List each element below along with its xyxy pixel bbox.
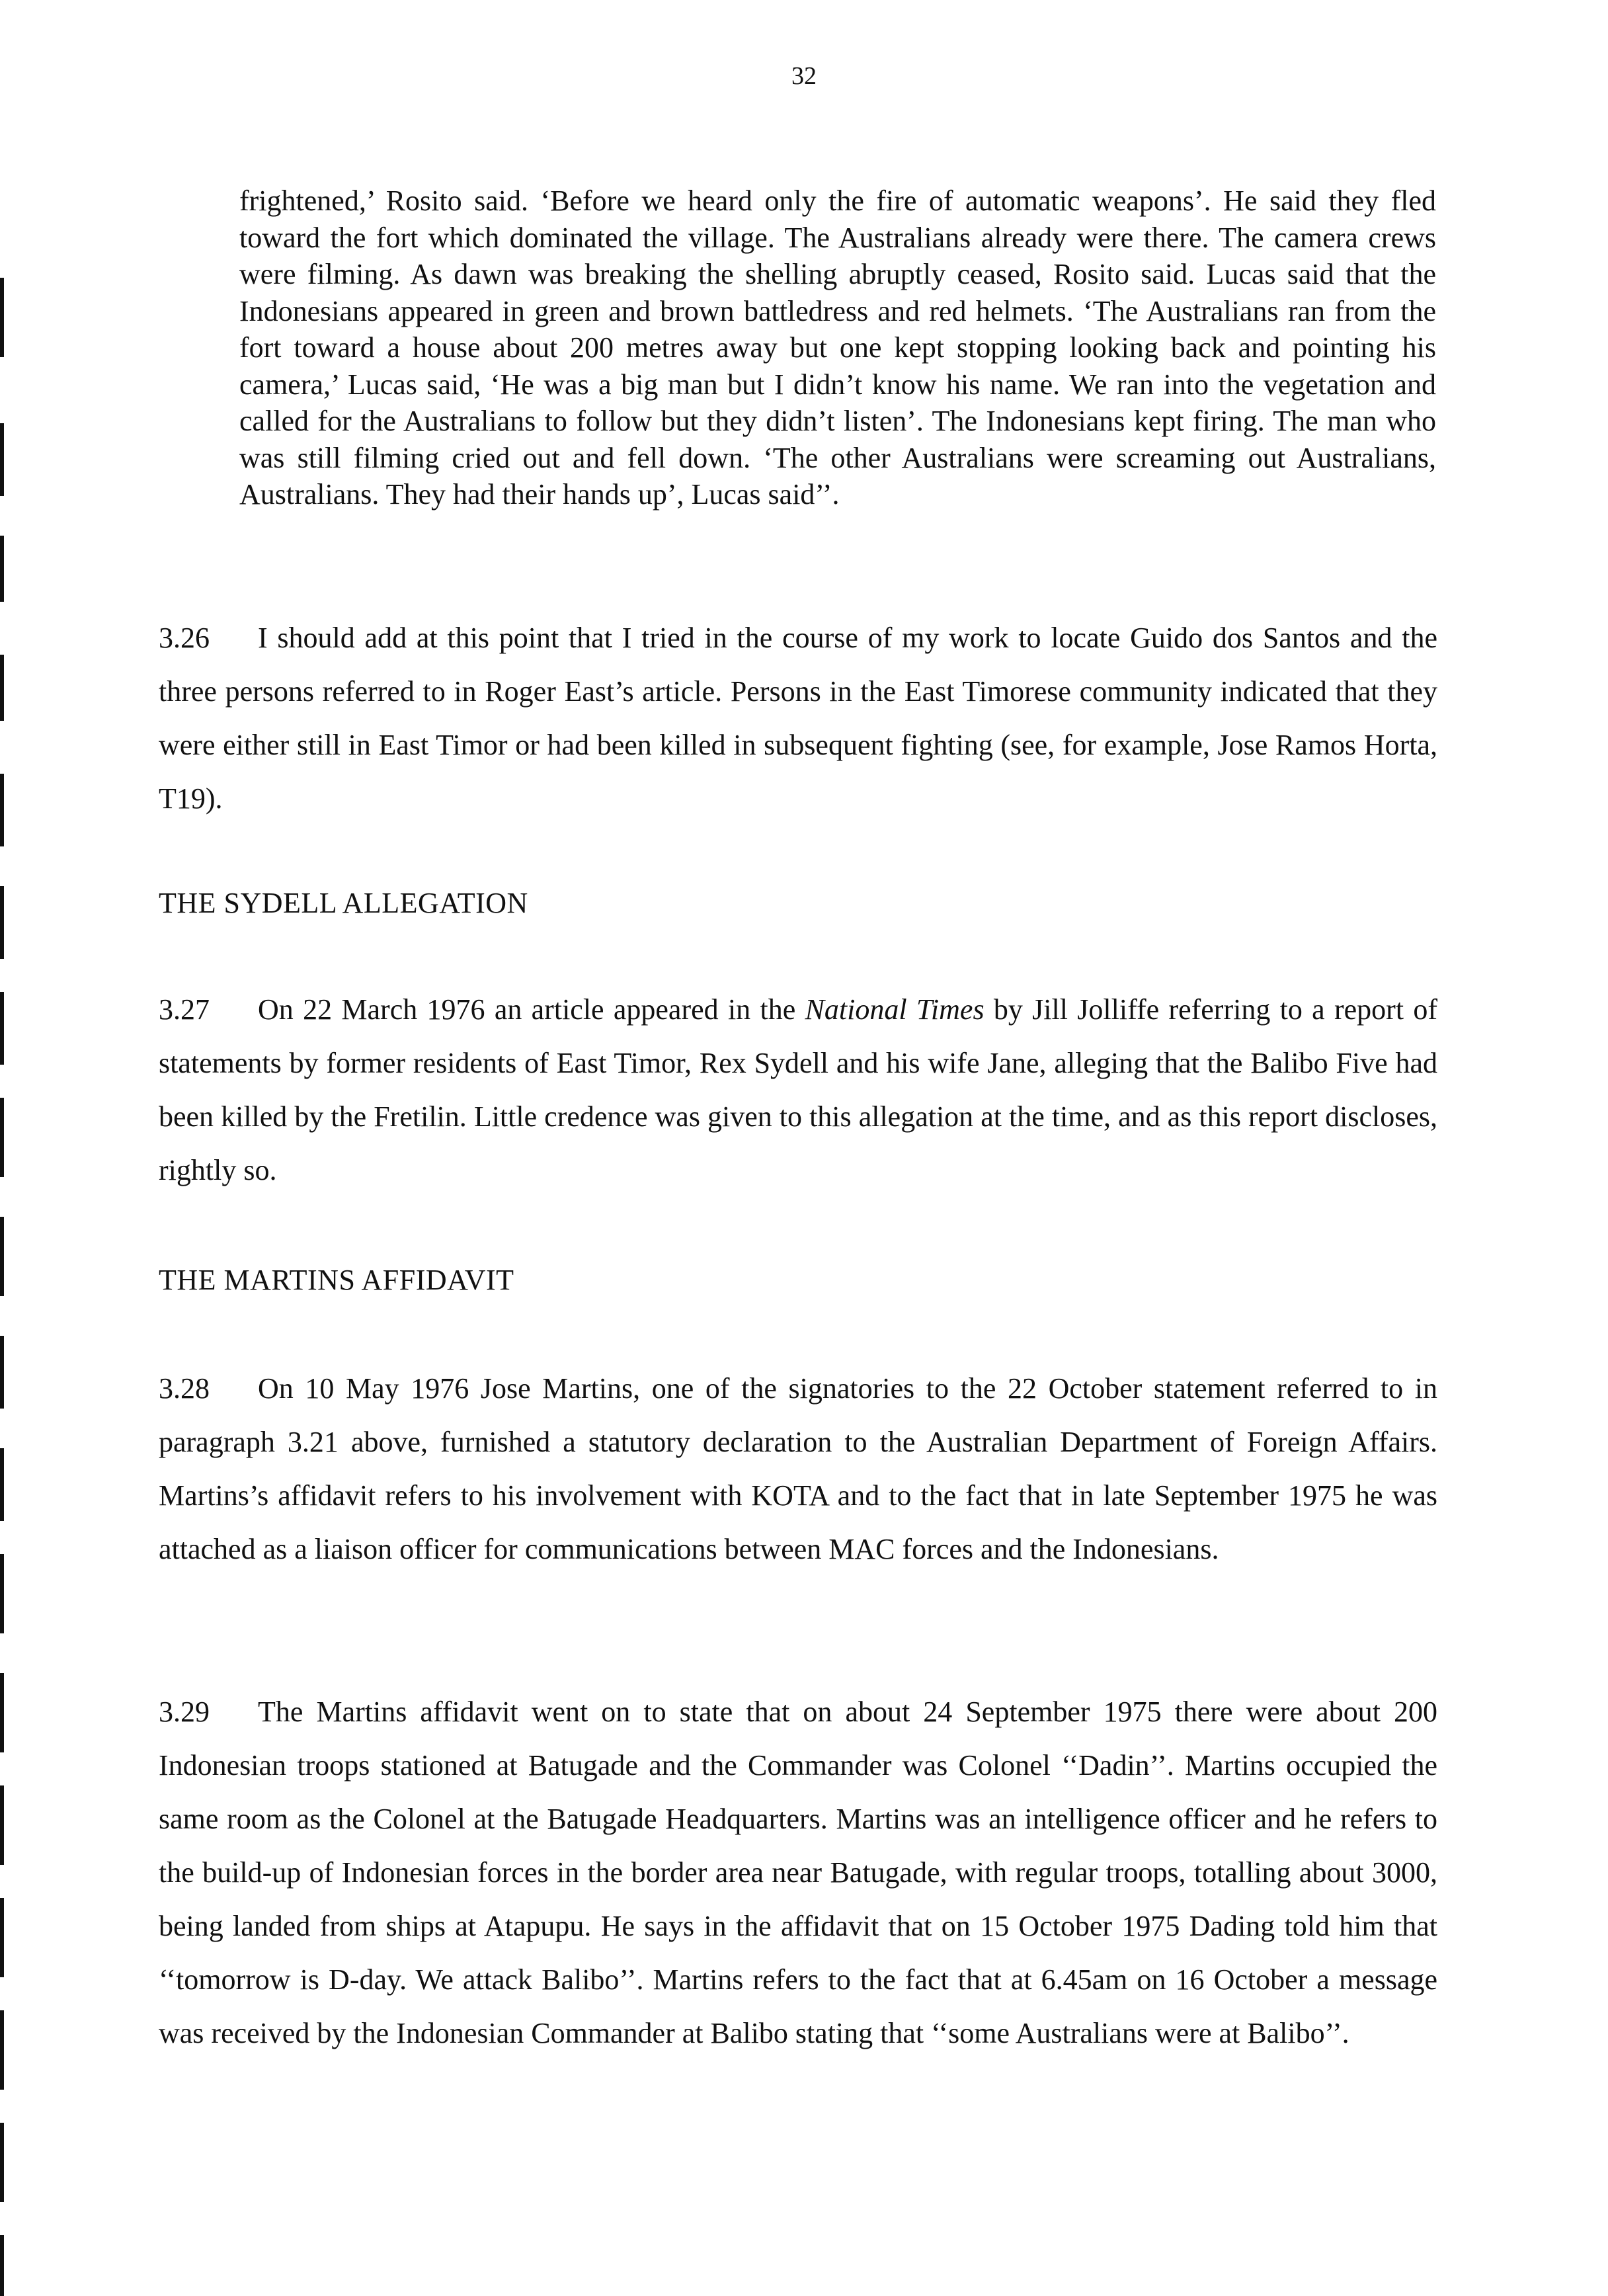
- margin-bar: [0, 2010, 4, 2090]
- margin-bar: [0, 1448, 4, 1521]
- paragraph-number: 3.29: [159, 1696, 210, 1728]
- margin-bar: [0, 423, 4, 496]
- margin-bar: [0, 1785, 4, 1865]
- margin-bar: [0, 1554, 4, 1633]
- margin-bar: [0, 1898, 4, 1977]
- paragraph-3-26: [159, 611, 1437, 825]
- heading-martins-affidavit: THE MARTINS AFFIDAVIT: [159, 1264, 514, 1296]
- margin-bar: [0, 278, 4, 357]
- margin-bar: [0, 655, 4, 721]
- margin-bar: [0, 1673, 4, 1752]
- margin-bar: [0, 1098, 4, 1177]
- page-number: 32: [791, 62, 817, 90]
- margin-bar: [0, 2123, 4, 2202]
- paragraph-text-end: by Jill Jolliffe referring to a report of statements by former residents of East Timor, Rex Sydell and his wife Jane, alleging that the Balibo Five had been killed by the Fretilin. Little credence was given to this allegation at the time, and as this report discloses, rightly so.: [159, 993, 1437, 1186]
- paragraph-text-start: On 22 March 1976 an article appeared in the: [258, 993, 805, 1026]
- margin-bar: [0, 1217, 4, 1296]
- paragraph-text: The Martins affidavit went on to state that on about 24 September 1975 there were about 200 Indonesian troops stationed at Batugade and the Commander was Colonel ‘‘Dadin’’. Martins occupied the same room as the Colonel at the Batugade Headquarters. Martins was an intelligence officer and he refers to the build-up of Indonesian forces in the border area near Batugade, with regular troops, totalling about 3000, being landed from ships at Atapupu. He says in the affidavit that on 15 October 1975 Dading told him that ‘‘tomorrow is D-day. We attack Balibo’’. Martins refers to the fact that at 6.45am on 16 October a message was received by the Indonesian Commander at Balibo stating that ‘‘some Australians were at Balibo’’.: [159, 1696, 1437, 2049]
- publication-title: National Times: [805, 993, 985, 1026]
- quote-continuation: frightened,’ Rosito said. ‘Before we heard only the fire of automatic weapons’. He said they fled toward the fort which dominated the village. The Australians already were there. The camera crews were filming. As dawn was breaking the shelling abruptly ceased, Rosito said. Lucas said that the Indonesians appeared in green and brown battledress and red helmets. ‘The Australians ran from the fort toward a house about 200 metres away but one kept stopping looking back and pointing his camera,’ Lucas said, ‘He was a big man but I didn’t know his name. We ran into the vegetation and called for the Australians to follow but they didn’t listen’. The Indonesians kept firing. The man who was still filming cried out and fell down. ‘The other Australians were screaming out Australians, Australians. They had their hands up’, Lucas said’’.: [239, 184, 1436, 511]
- paragraph-number: 3.28: [159, 1372, 210, 1405]
- heading-sydell-allegation: THE SYDELL ALLEGATION: [159, 887, 528, 919]
- margin-bar: [0, 886, 4, 959]
- paragraph-3-27: [159, 983, 1437, 1197]
- margin-bar: [0, 992, 4, 1065]
- margin-bar: [0, 536, 4, 602]
- paragraph-text: I should add at this point that I tried in the course of my work to locate Guido dos Santos and the three persons referred to in Roger East’s article. Persons in the East Timorese community indicated that they were either still in East Timor or had been killed in subsequent fighting (see, for example, Jose Ramos Horta, T19).: [159, 622, 1437, 815]
- margin-bar: [0, 774, 4, 846]
- margin-bar: [0, 2235, 4, 2296]
- paragraph-number: 3.27: [159, 993, 210, 1026]
- paragraph-number: 3.26: [159, 622, 210, 654]
- paragraph-3-29: [159, 1685, 1437, 2060]
- margin-bar: [0, 1336, 4, 1409]
- paragraph-3-28: [159, 1362, 1437, 1576]
- paragraph-text: On 10 May 1976 Jose Martins, one of the signatories to the 22 October statement referred to in paragraph 3.21 above, furnished a statutory declaration to the Australian Department of Foreign Affairs. Martins’s affidavit refers to his involvement with KOTA and to the fact that in late September 1975 he was attached as a liaison officer for communications between MAC forces and the Indonesians.: [159, 1372, 1437, 1565]
